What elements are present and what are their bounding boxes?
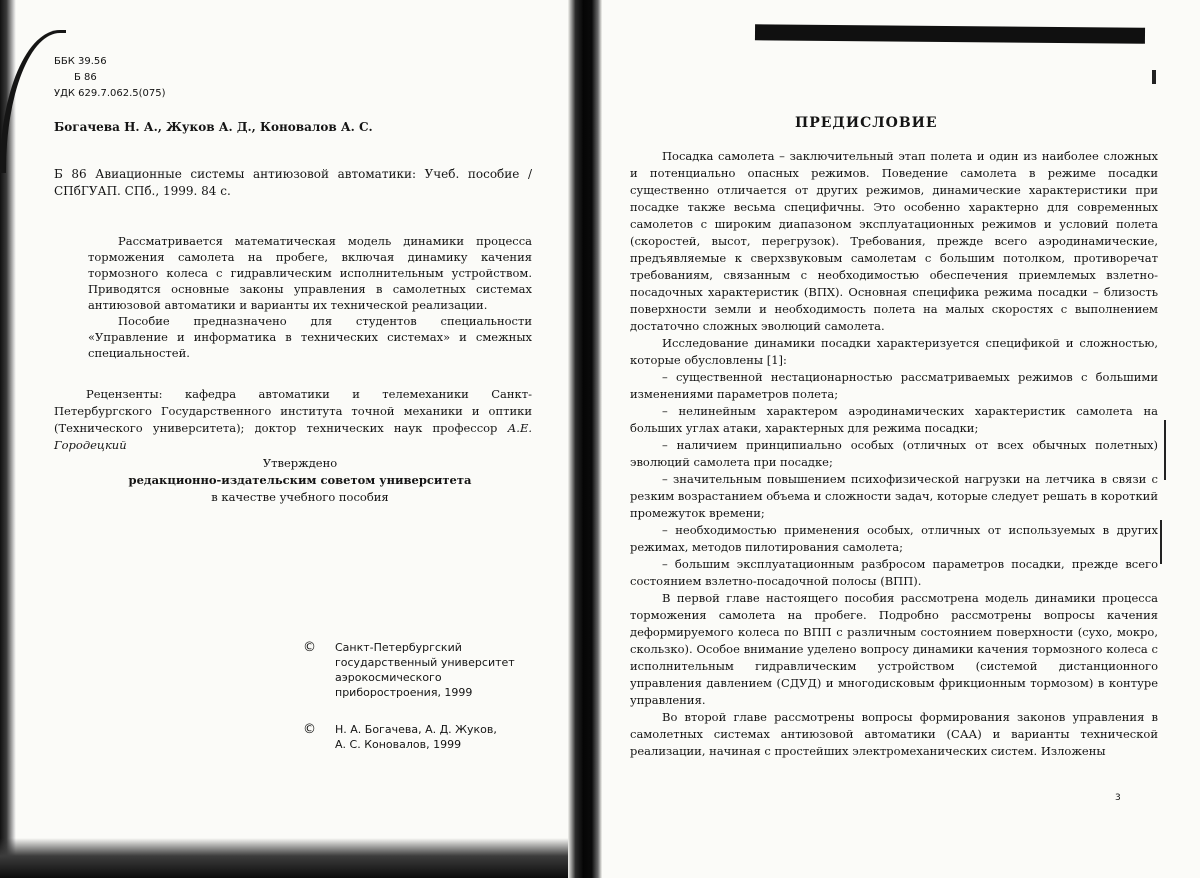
preface-paragraph: Посадка самолета – заключительный этап полета и один из наиболее сложных и потенциально опасных режимов. Поведение самолета в режиме посадки существенно отличается от других режимов, динамические характеристики при посадке также весьма специфичны. Это особенно характерно для современных самолетов с широким диапазоном эксплуатационных режимов и условий полета (скоростей, высот, перегрузок). Требования, прежде всего аэродинамические, предъявляемые к сверхзвуковым самолетам с большим потолком, противоречат требованиям, связанным с необходимостью обеспечения приемлемых взлетно-посадочных характеристик (ВПХ). Основная специфика режима посадки – близость поверхности земли и необходимость полета на малых скоростях с выполнением достаточно сложных эволюций самолета.: [630, 149, 1158, 333]
approval-line: в качестве учебного пособия: [211, 490, 389, 504]
abstract: [88, 233, 532, 361]
abstract-paragraph: Рассматривается математическая модель динамики процесса торможения самолета на пробеге, включая динамику качения тормозного колеса с гидравлическим исполнительным устройством. Приводятся основные законы управления в самолетных системах антиюзовой автоматики и варианты их технической реализации.: [88, 234, 532, 312]
bbk-code: ББК 39.56: [54, 56, 107, 67]
preface-paragraph: Во второй главе рассмотрены вопросы формирования законов управления в самолетных системах антиюзовой автоматики (САА) и варианты технической реализации, начиная с простейших электромеханических систем. Изложены: [630, 710, 1158, 758]
copyright-authors: [303, 722, 497, 752]
list-item: – необходимостью применения особых, отличных от используемых в других режимах, методов пилотирования самолета;: [630, 523, 1158, 554]
scan-bottom-shadow: [0, 838, 590, 878]
list-item: – наличием принципиально особых (отличных от всех обычных полетных) эволюций самолета при посадке;: [630, 438, 1158, 469]
preface-paragraph: В первой главе настоящего пособия рассмотрена модель динамики процесса торможения самолета на пробеге. Подробно рассмотрены вопросы качения деформируемого колеса по ВПП с различным состоянием поверхности (сухо, мокро, скользко). Особое внимание уделено вопросу динамики качения тормозного колеса с исполнительным гидравлическим устройством (системой дистанционного управления давлением (СДУД) и многодисковым фрикционным тормозом) в контуре управления.: [630, 591, 1158, 707]
scan-mark: [1164, 420, 1166, 480]
preface-body: [630, 148, 1158, 760]
udk-code: УДК 629.7.062.5(075): [54, 88, 166, 99]
list-item: – существенной нестационарностью рассматриваемых режимов с большими изменениями параметров полета;: [630, 370, 1158, 401]
reviewers-text: Рецензенты: кафедра автоматики и телемеханики Санкт-Петербургского Государственного института точной механики и оптики (Технического университета); доктор технических наук профессор: [54, 387, 532, 435]
page-number: 3: [1115, 793, 1121, 803]
list-item: – значительным повышением психофизической нагрузки на летчика в связи с резким возрастанием объема и сложности задач, которые следует решать в короткий промежуток времени;: [630, 472, 1158, 520]
copyright-university: [303, 640, 515, 700]
copyright-line: Санкт-Петербургский: [335, 641, 462, 654]
reviewers: [54, 386, 532, 454]
approval-block: [100, 455, 500, 506]
author-mark: Б 86: [74, 72, 97, 83]
copyright-line: А. С. Коновалов, 1999: [335, 738, 462, 751]
copyright-line: Н. А. Богачева, А. Д. Жуков,: [335, 723, 497, 736]
copyright-icon: ©: [303, 722, 316, 737]
abstract-paragraph: Пособие предназначено для студентов специальности «Управление и информатика в технических системах» и смежных специальностей.: [88, 314, 532, 360]
copyright-line: аэрокосмического: [335, 671, 442, 684]
reviewer-name: А.Е. Городецкий: [54, 421, 532, 452]
scan-top-edge: [755, 24, 1145, 43]
copyright-line: государственный университет: [335, 656, 515, 669]
copyright-icon: ©: [303, 640, 316, 655]
list-item: – нелинейным характером аэродинамических характеристик самолета на больших углах атаки, характерных для режима посадки;: [630, 404, 1158, 435]
approval-line: редакционно-издательским советом университета: [128, 473, 472, 487]
scan-mark: [1160, 520, 1162, 564]
library-codes: [54, 54, 166, 102]
book-gutter: [568, 0, 602, 878]
scan-mark: [1152, 70, 1156, 84]
bibliographic-reference: Б 86 Авиационные системы антиюзовой автоматики: Учеб. пособие / СПбГУАП. СПб., 1999. 84 с.: [54, 167, 532, 198]
left-page: [0, 0, 590, 878]
authors-line: Богачева Н. А., Жуков А. Д., Коновалов А. С.: [54, 120, 373, 134]
right-page: [590, 0, 1200, 878]
preface-title: ПРЕДИСЛОВИЕ: [795, 115, 938, 131]
preface-paragraph: Исследование динамики посадки характеризуется спецификой и сложностью, которые обусловлены [1]:: [630, 336, 1158, 367]
copyright-line: приборостроения, 1999: [335, 686, 473, 699]
list-item: – большим эксплуатационным разбросом параметров посадки, прежде всего состоянием взлетно-посадочной полосы (ВПП).: [630, 557, 1158, 588]
approval-line: Утверждено: [262, 456, 338, 470]
